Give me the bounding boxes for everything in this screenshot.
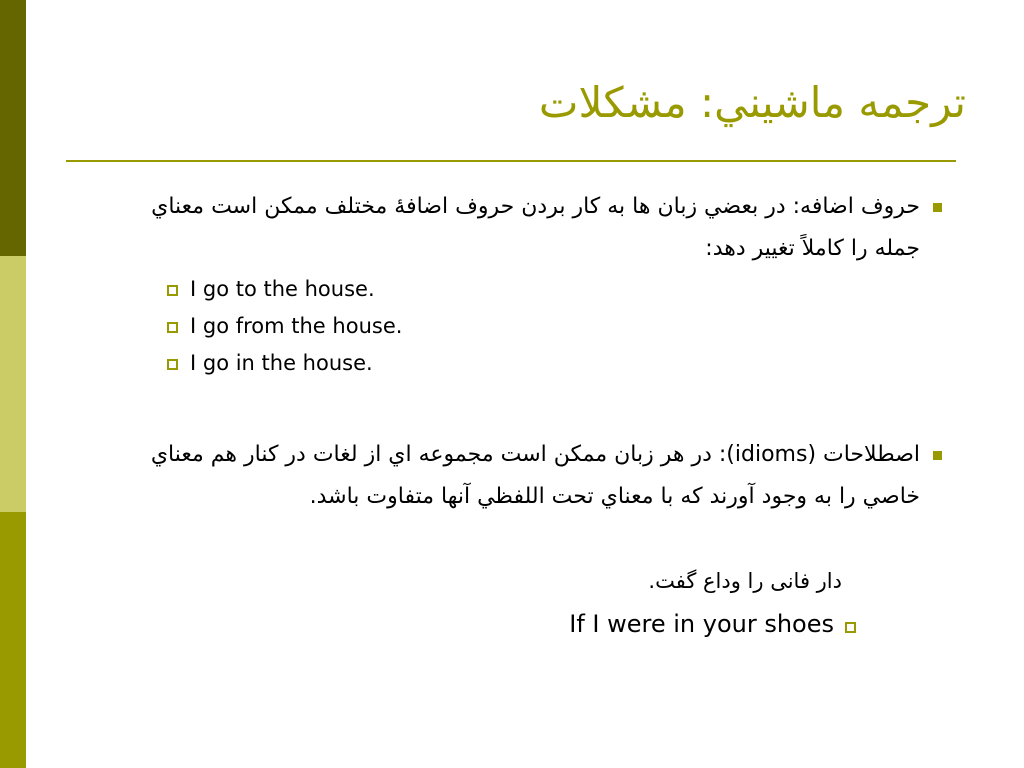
sub-bullet-square-icon [845, 622, 856, 633]
bullet-idioms [140, 434, 920, 518]
bullet-square-icon [933, 203, 942, 212]
bullet-square-icon [933, 451, 942, 460]
sub-bullet-text: I go to the house. [190, 277, 375, 301]
bullet-text: حروف اضافه: در بعضي زبان ها به كار بردن حروف اضافۀ مختلف ممكن است معناي جمله را كاملاً تغيير دهد: [151, 194, 920, 261]
sub-bullet-text: I go from the house. [190, 314, 403, 338]
side-stripe-dark [0, 0, 26, 256]
sub-bullet-item [569, 611, 834, 637]
sub-bullet-square-icon [167, 285, 178, 296]
sub-bullet-item [190, 276, 375, 302]
sub-bullet-item [190, 350, 373, 376]
side-stripe-olive [0, 512, 26, 768]
sub-bullet-item [648, 568, 842, 594]
side-stripe-light [0, 256, 26, 512]
sub-bullet-text: I go in the house. [190, 351, 373, 375]
title-divider [66, 160, 956, 162]
slide-title: ترجمه ماشيني: مشكلات [538, 78, 966, 127]
sub-bullet-square-icon [167, 359, 178, 370]
sub-bullet-square-icon [167, 322, 178, 333]
sub-bullet-item [190, 313, 402, 339]
sub-bullet-text: دار فانی را وداع گفت. [648, 569, 842, 593]
bullet-prepositions [140, 186, 920, 270]
bullet-text: اصطلاحات (idioms): در هر زبان ممكن است مجموعه اي از لغات در كنار هم معناي خاصي را به وجود آورند كه با معناي تحت اللفظي آنها متفاوت باشد. [150, 442, 920, 509]
sub-bullet-text: If I were in your shoes [569, 610, 834, 638]
